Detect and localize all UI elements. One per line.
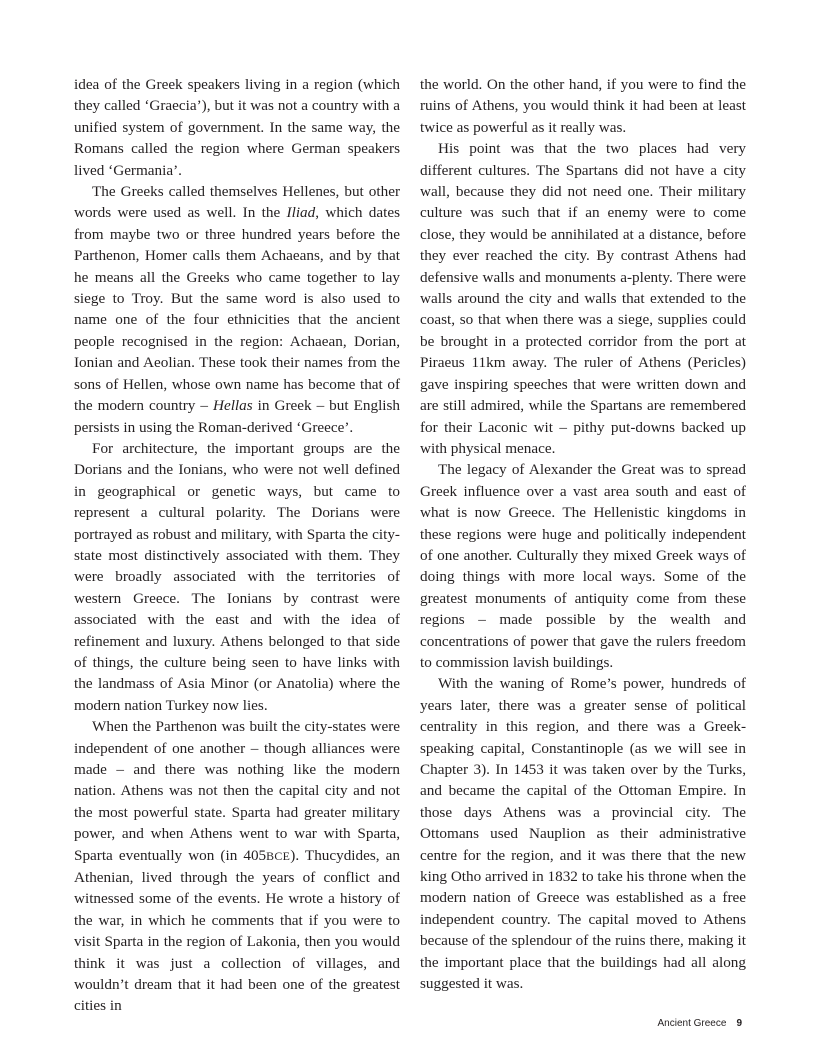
right-text-column [420, 74, 746, 994]
left-text-column [74, 74, 400, 1017]
italic-title: Iliad [286, 204, 316, 222]
paragraph [74, 716, 400, 1017]
paragraph: idea of the Greek speakers living in a region (which they called ‘Graecia’), but it was not a country with a unified system of government. In the same way, the Romans called the region where German speakers lived ‘Germania’. [74, 76, 400, 179]
italic-term: Hellas [212, 397, 253, 415]
era-small-caps: BCE [266, 848, 291, 863]
text-run: The Greeks called themselves Hellenes, but other words were used as well. In the [74, 183, 400, 222]
paragraph: The legacy of Alexander the Great was to spread Greek influence over a vast area south and east of what is now Greece. The Hellenistic kingdoms in these regions were huge and politically independent of one another. Culturally they mixed Greek ways of doing things with more local ways. Some of the greatest monuments of antiquity come from these regions – made possible by the wealth and concentrations of power that gave the rulers freedom to commission lavish buildings. [420, 461, 746, 671]
paragraph: His point was that the two places had very different cultures. The Spartans did not have a city wall, because they did not need one. Their military culture was such that if an enemy were to come close, they would be annihilated at a distance, before they ever reached the city. By contrast Athens had defensive walls and monuments a-plenty. There were walls around the city and walls that extended to the coast, so that when there was a siege, supplies could be brought in a protected corridor from the port at Piraeus 11km away. The ruler of Athens (Pericles) gave inspiring speeches that were written down and are still admired, while the Spartans are remembered for their Laconic wit – pithy put-downs backed up with physical menace. [420, 140, 746, 457]
text-run: ). Thucydides, an Athenian, lived through the years of conflict and witnessed some of the events. He wrote a history of the war, in which he comments that if you were to visit Sparta in the region of Lakonia, then you would think it was just a collection of villages, and wouldn’t dream that it had been one of the greatest cities in [74, 846, 400, 1015]
text-run: When the Parthenon was built the city-states were independent of one another – though alliances were made – and there was nothing like the modern nation. Athens was not then the capital city and not the most powerful state. Sparta had greater military power, and when Athens went to war with Sparta, Sparta eventually won (in 405 [74, 718, 400, 864]
paragraph: the world. On the other hand, if you were to find the ruins of Athens, you would think it had been at least twice as powerful as it really was. [420, 76, 746, 136]
text-run: , which dates from maybe two or three hundred years before the Parthenon, Homer calls them Achaeans, and by that he means all the Greeks who came together to lay siege to Troy. But the same word is also used to name one of the four ethnicities that the ancient people recognised in the region: Achaean, Dorian, Ionian and Aeolian. These took their names from the sons of Hellen, whose own name has become that of the modern country – [74, 204, 400, 415]
paragraph: For architecture, the important groups are the Dorians and the Ionians, who were not well defined in geographical or genetic ways, but came to represent a cultural polarity. The Dorians were portrayed as robust and military, with Sparta the city-state most distinctively associated with them. They were broadly associated with the territories of western Greece. The Ionians by contrast were associated with the east and with the idea of refinement and luxury. Athens belonged to that side of things, the culture being seen to have links with the landmass of Asia Minor (or Anatolia) where the modern nation Turkey now lies. [74, 439, 400, 714]
running-footer-section: Ancient Greece [657, 1018, 727, 1029]
paragraph: With the waning of Rome’s power, hundreds of years later, there was a greater sense of political centrality in this region, and there was a Greek-speaking capital, Constantinople (as we will see in Chapter 3). In 1453 it was taken over by the Turks, and became the capital of the Ottoman Empire. In those days Athens was a provincial city. The Ottomans used Nauplion as their administrative centre for the region, and it was there that the new king Otho arrived in 1832 to take his throne when the modern nation of Greece was established as a free independent country. The capital moved to Athens because of the splendour of the ruins there, making it the important place that the buildings had all along suggested it was. [420, 675, 746, 993]
paragraph [74, 181, 400, 438]
text-run: in Greek – but English persists in using the Roman-derived ‘Greece’. [74, 397, 401, 436]
page-number: 9 [736, 1018, 742, 1029]
page-footer [658, 1018, 743, 1029]
